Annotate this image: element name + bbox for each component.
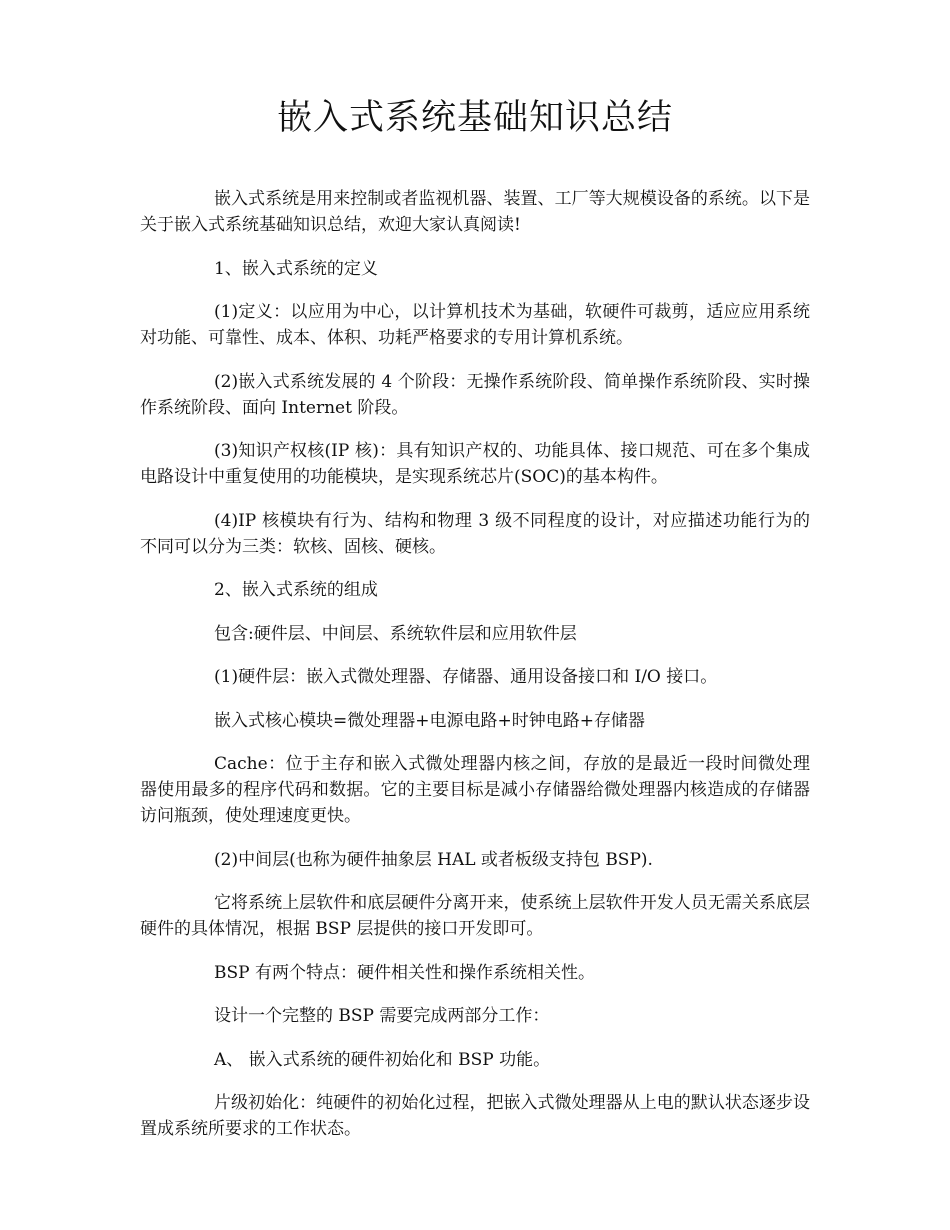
middle-layer-paragraph: (2)中间层(也称为硬件抽象层 HAL 或者板级支持包 BSP).: [214, 849, 653, 870]
ip-core-paragraph: (3)知识产权核(IP 核)：具有知识产权的、功能具体、接口规范、可在多个集成电路设计中重复使用的功能模块，是实现系统芯片(SOC)的基本构件。: [140, 441, 810, 487]
ip-core-types-paragraph: (4)IP 核模块有行为、结构和物理 3 级不同程度的设计，对应描述功能行为的不同可以分为三类：软核、固核、硬核。: [140, 510, 810, 557]
bsp-item-a-paragraph: A、 嵌入式系统的硬件初始化和 BSP 功能。: [214, 1049, 551, 1070]
intro-paragraph: 嵌入式系统是用来控制或者监视机器、装置、工厂等大规模设备的系统。以下是关于嵌入式系统基础知识总结，欢迎大家认真阅读!: [140, 189, 810, 235]
hardware-layer-paragraph: (1)硬件层：嵌入式微处理器、存储器、通用设备接口和 I/O 接口。: [214, 667, 718, 687]
section-heading-definition: 1、嵌入式系统的定义: [214, 258, 378, 279]
page-title: 嵌入式系统基础知识总结: [276, 98, 673, 138]
layers-paragraph: 包含:硬件层、中间层、系统软件层和应用软件层: [214, 623, 577, 644]
section-heading-composition: 2、嵌入式系统的组成: [214, 580, 378, 600]
core-module-paragraph: 嵌入式核心模块=微处理器+电源电路+时钟电路+存储器: [214, 710, 645, 731]
bsp-features-paragraph: BSP 有两个特点：硬件相关性和操作系统相关性。: [214, 962, 595, 983]
bsp-separation-paragraph: 它将系统上层软件和底层硬件分离开来，使系统上层软件开发人员无需关系底层硬件的具体情况，根据 BSP 层提供的接口开发即可。: [140, 893, 810, 939]
definition-paragraph: (1)定义：以应用为中心，以计算机技术为基础，软硬件可裁剪，适应应用系统对功能、可靠性、成本、体积、功耗严格要求的专用计算机系统。: [140, 302, 810, 348]
chip-init-paragraph: 片级初始化：纯硬件的初始化过程，把嵌入式微处理器从上电的默认状态逐步设置成系统所要求的工作状态。: [140, 1093, 810, 1139]
cache-paragraph: Cache：位于主存和嵌入式微处理器内核之间，存放的是最近一段时间微处理器使用最多的程序代码和数据。它的主要目标是减小存储器给微处理器内核造成的存储器访问瓶颈，使处理速度更快。: [140, 754, 810, 826]
bsp-design-paragraph: 设计一个完整的 BSP 需要完成两部分工作：: [214, 1006, 550, 1026]
stages-paragraph: (2)嵌入式系统发展的 4 个阶段：无操作系统阶段、简单操作系统阶段、实时操作系统阶段、面向 Internet 阶段。: [140, 371, 810, 418]
